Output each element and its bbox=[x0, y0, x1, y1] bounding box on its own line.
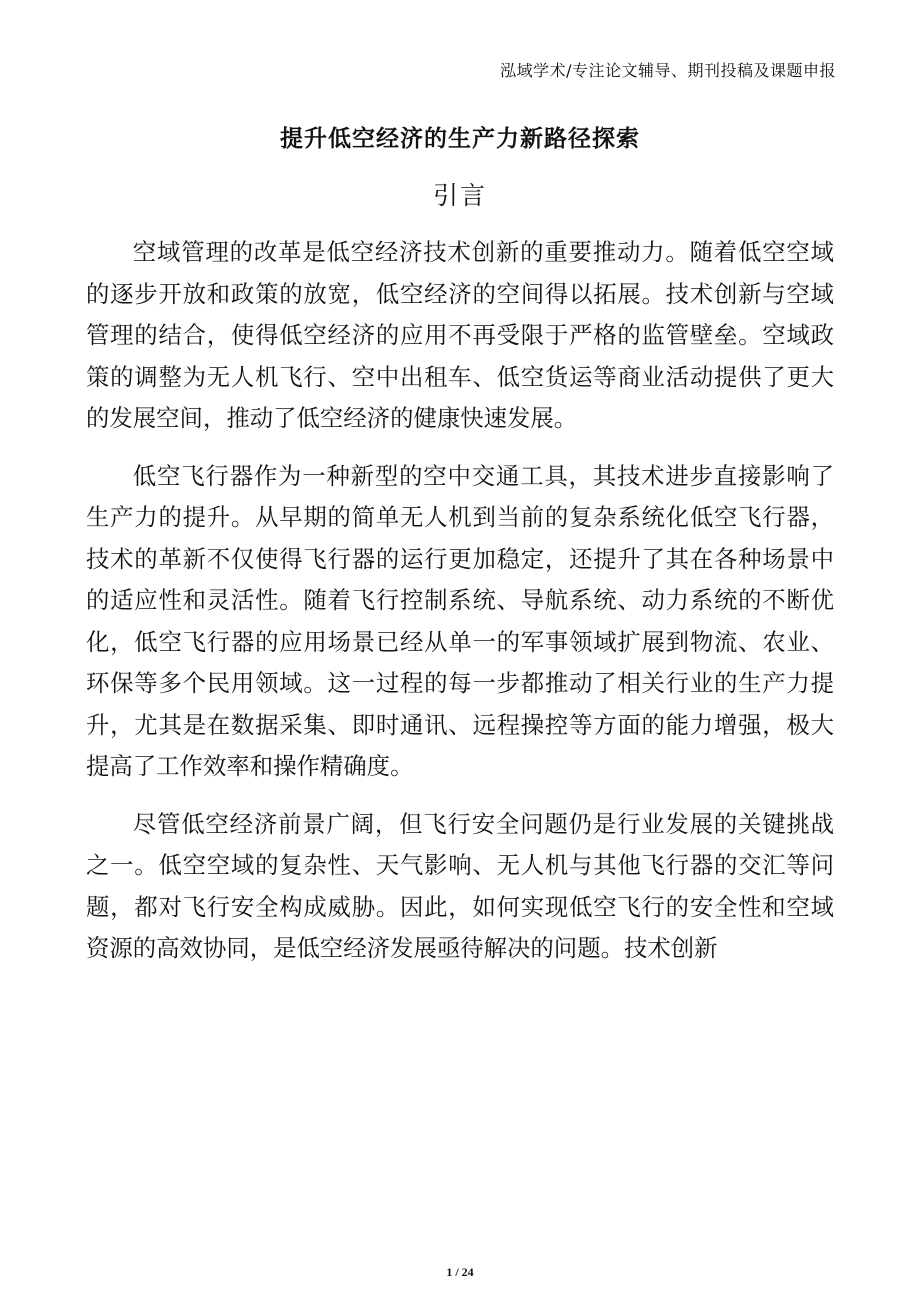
paragraph: 空域管理的改革是低空经济技术创新的重要推动力。随着低空空域的逐步开放和政策的放宽，低空经济的空间得以拓展。技术创新与空域管理的结合，使得低空经济的应用不再受限于严格的监管壁垒。空域政策的调整为无人机飞行、空中出租车、低空货运等商业活动提供了更大的发展空间，推动了低空经济的健康快速发展。 bbox=[86, 238, 834, 432]
document-title: 提升低空经济的生产力新路径探索 bbox=[280, 126, 640, 152]
paragraph: 低空飞行器作为一种新型的空中交通工具，其技术进步直接影响了生产力的提升。从早期的简单无人机到当前的复杂系统化低空飞行器，技术的革新不仅使得飞行器的运行更加稳定，还提升了其在各种场景中的适应性和灵活性。随着飞行控制系统、导航系统、动力系统的不断优化，低空飞行器的应用场景已经从单一的军事领域扩展到物流、农业、环保等多个民用领域。这一过程的每一步都推动了相关行业的生产力提升，尤其是在数据采集、即时通讯、远程操控等方面的能力增强，极大提高了工作效率和操作精确度。 bbox=[86, 461, 834, 780]
page-header: 泓域学术/专注论文辅导、期刊投稿及课题申报 bbox=[500, 61, 836, 80]
paragraph: 尽管低空经济前景广阔，但飞行安全问题仍是行业发展的关键挑战之一。低空空域的复杂性、天气影响、无人机与其他飞行器的交汇等问题，都对飞行安全构成威胁。因此，如何实现低空飞行的安全性和空域资源的高效协同，是低空经济发展亟待解决的问题。技术创新 bbox=[86, 809, 834, 962]
page-number: 1 / 24 bbox=[446, 1265, 474, 1279]
document-body bbox=[86, 232, 834, 986]
section-heading: 引言 bbox=[432, 181, 487, 210]
